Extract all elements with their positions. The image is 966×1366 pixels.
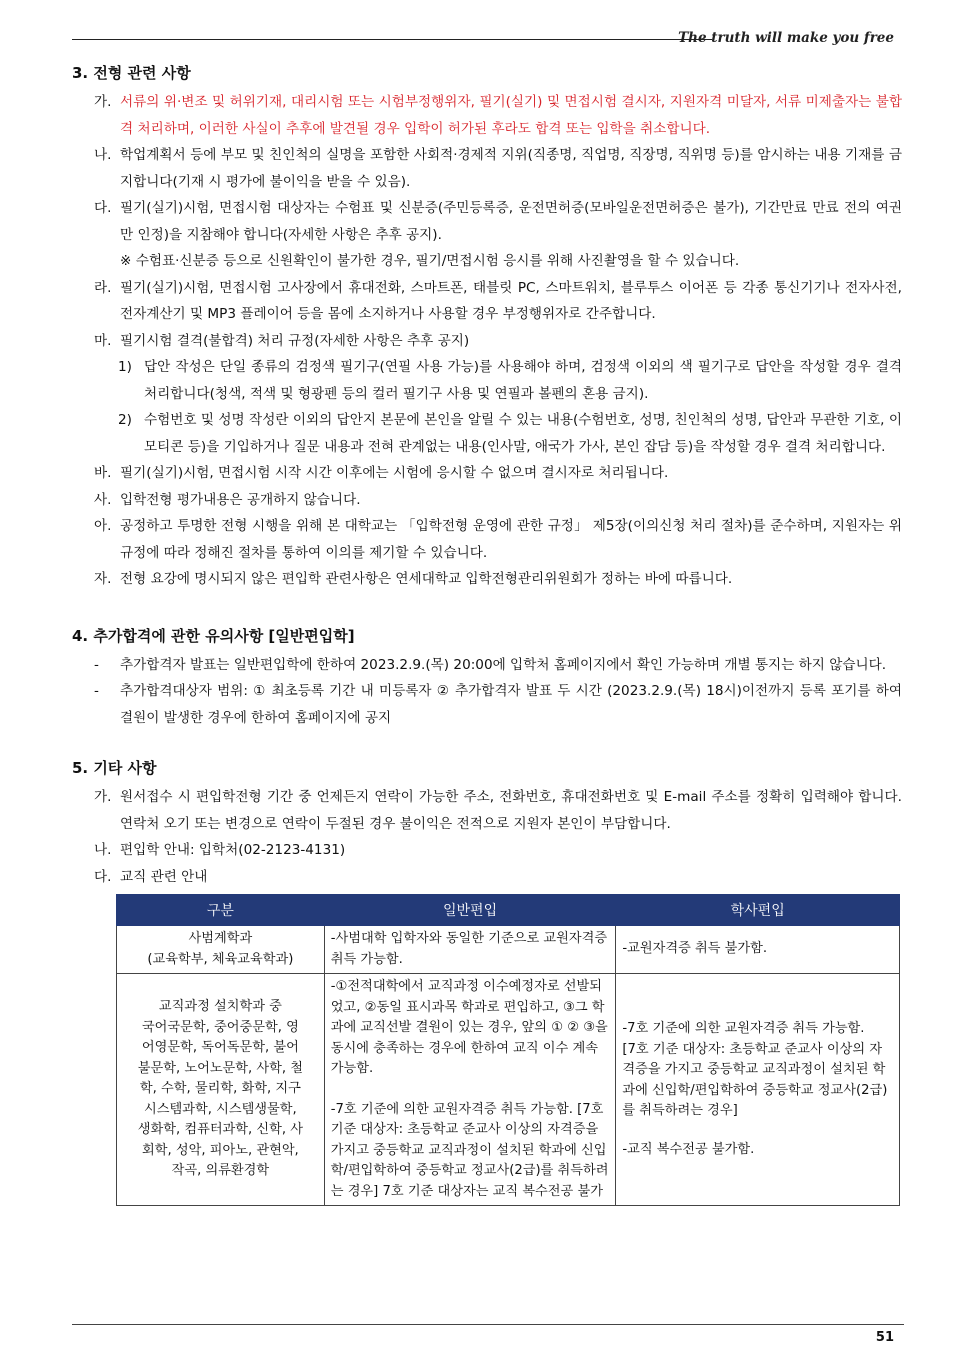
page-content (72, 62, 902, 1206)
page-number: 51 (875, 1330, 894, 1345)
table-cell: 사범계학과 (교육학부, 체육교육학과) (117, 926, 325, 974)
sec4-bullet-1: - 추가합격자 발표는 일반편입학에 한하여 2023.2.9.(목) 20:00에 입학처 홈페이지에서 확인 가능하며 개별 통지는 하지 않습니다. (94, 656, 887, 673)
header-motto: The truth will make you free (678, 30, 894, 46)
footer-rule (72, 1324, 904, 1325)
sec3-item-da: 다. 필기(실기)시험, 면접시험 대상자는 수험표 및 신분증(주민등록증, 운전면허증(모바일운전면허증은 불가), 기간만료 만료 전의 여권만 인정)을 지참해야 합니다(자세한 사항은 추후 공지). (94, 200, 902, 243)
section-3-title: 3. 전형 관련 사항 (72, 64, 191, 82)
sec3-item-ma: 마. 필기시험 결격(불합격) 처리 규정(자세한 사항은 추후 공지) (94, 332, 470, 349)
sec3-item-ga: 가. 서류의 위·변조 및 허위기재, 대리시험 또는 시험부정행위자, 필기(실기) 및 면접시험 결시자, 지원자격 미달자, 서류 미제출자는 불합격 처리하며, 이러한 사실이 추후에 발견될 경우 입학이 허가된 후라도 합격 또는 입학을 취소합니다. (94, 94, 902, 137)
table-header-row (117, 895, 900, 926)
sec5-item-da: 다. 교직 관련 안내 (94, 868, 208, 885)
table-header-bachelor: 학사편입 (616, 895, 900, 926)
table-cell: -①전적대학에서 교직과정 이수예정자로 선발되었고, ②동일 표시과목 학과로 편입하고, ③그 학과에 교직선발 결원이 있는 경우, 앞의 ① ② ③을 동시에 충족하는 경우에 한하여 교직 이수 계속 가능함. -7호 기준에 의한 교원자격증 취득 가능함. [7호 기준 대상자: 초등학교 준교사 이상의 자격증을 가지고 중등학교 교직과정이 설치된 학과에 신입학/편입학하여 중등학교 정교사(2급)를 취득하려는 경우] 7호 기준 대상자는 교직 복수전공 불가 (324, 974, 616, 1206)
table-row (117, 926, 900, 974)
sec3-item-da-note: ※ 수험표·신분증 등으로 신원확인이 불가한 경우, 필기/면접시험 응시를 위해 사진촬영을 할 수 있습니다. (120, 253, 740, 269)
table-cell: -7호 기준에 의한 교원자격증 취득 가능함. [7호 기준 대상자: 초등학교 준교사 이상의 자격증을 가지고 중등학교 교직과정이 설치된 학과에 신입학/편입학하여 중등학교 정교사(2급)를 취득하려는 경우] -교직 복수전공 불가함. (616, 974, 900, 1206)
sec3-item-a: 아. 공정하고 투명한 전형 시행을 위해 본 대학교는 「입학전형 운영에 관한 규정」 제5장(이의신청 처리 절차)를 준수하며, 지원자는 위 규정에 따라 정해진 절차를 통하여 이의를 제기할 수 있습니다. (94, 518, 902, 561)
table-row (117, 974, 900, 1206)
table-cell: 교직과정 설치학과 중 국어국문학, 중어중문학, 영어영문학, 독어독문학, 불어불문학, 노어노문학, 사학, 철학, 수학, 물리학, 화학, 지구시스템과학, 시스템생물학, 생화학, 컴퓨터과학, 신학, 사회학, 성악, 피아노, 관현악, 작곡, 의류환경학 (117, 974, 325, 1206)
sec5-item-ga: 가. 원서접수 시 편입학전형 기간 중 언제든지 연락이 가능한 주소, 전화번호, 휴대전화번호 및 E-mail 주소를 정확히 입력해야 합니다. 연락처 오기 또는 변경으로 연락이 두절된 경우 불이익은 전적으로 지원자 본인이 부담합니다. (94, 789, 902, 832)
sec3-item-ma-1: 1) 답안 작성은 단일 종류의 검정색 필기구(연필 사용 가능)를 사용해야 하며, 검정색 이외의 색 필기구로 답안을 작성할 경우 결격 처리합니다(청색, 적색 및 형광펜 등의 컬러 필기구 사용 및 연필과 볼펜의 혼용 금지). (118, 359, 902, 402)
sec3-item-ma-2: 2) 수험번호 및 성명 작성란 이외의 답안지 본문에 본인을 알릴 수 있는 내용(수험번호, 성명, 친인척의 성명, 답안과 무관한 기호, 이모티콘 등)을 기입하거나 질문 내용과 전혀 관계없는 내용(인사말, 애국가 가사, 본인 잡담 등)을 작성할 경우 결격 처리합니다. (118, 412, 902, 455)
table-header-category: 구분 (117, 895, 325, 926)
sec3-item-sa: 사. 입학전형 평가내용은 공개하지 않습니다. (94, 491, 361, 508)
sec3-item-na: 나. 학업계획서 등에 부모 및 친인척의 실명을 포함한 사회적·경제적 지위(직종명, 직업명, 직장명, 직위명 등)를 암시하는 내용 기재를 금지합니다(기재 시 평가에 불이익을 받을 수 있음). (94, 147, 902, 190)
table-header-general: 일반편입 (324, 895, 616, 926)
sec4-bullet-2: - 추가합격대상자 범위: ① 최초등록 기간 내 미등록자 ② 추가합격자 발표 두 시간 (2023.2.9.(목) 18시)이전까지 등록 포기를 하여 결원이 발생한 경우에 한하여 홈페이지에 공지 (94, 683, 902, 726)
table-cell: -교원자격증 취득 불가함. (616, 926, 900, 974)
sec3-item-ja: 자. 전형 요강에 명시되지 않은 편입학 관련사항은 연세대학교 입학전형관리위원회가 정하는 바에 따릅니다. (94, 571, 733, 587)
sec3-item-ra: 라. 필기(실기)시험, 면접시험 고사장에서 휴대전화, 스마트폰, 태블릿 PC, 스마트워치, 블루투스 이어폰 등 각종 통신기기나 전자사전, 전자계산기 및 MP3 플레이어 등을 몸에 소지하거나 사용할 경우 부정행위자로 간주합니다. (94, 279, 902, 322)
sec3-item-ba: 바. 필기(실기)시험, 면접시험 시작 시간 이후에는 시험에 응시할 수 없으며 결시자로 처리됩니다. (94, 465, 669, 481)
section-4-title: 4. 추가합격에 관한 유의사항 [일반편입학] (72, 626, 355, 645)
table-cell: -사범대학 입학자와 동일한 기준으로 교원자격증 취득 가능함. (324, 926, 616, 974)
sec5-item-na: 나. 편입학 안내: 입학처(02-2123-4131) (94, 842, 346, 858)
teacher-cert-table (116, 894, 900, 1206)
header-rule (72, 39, 712, 40)
section-5-title: 5. 기타 사항 (72, 759, 157, 777)
